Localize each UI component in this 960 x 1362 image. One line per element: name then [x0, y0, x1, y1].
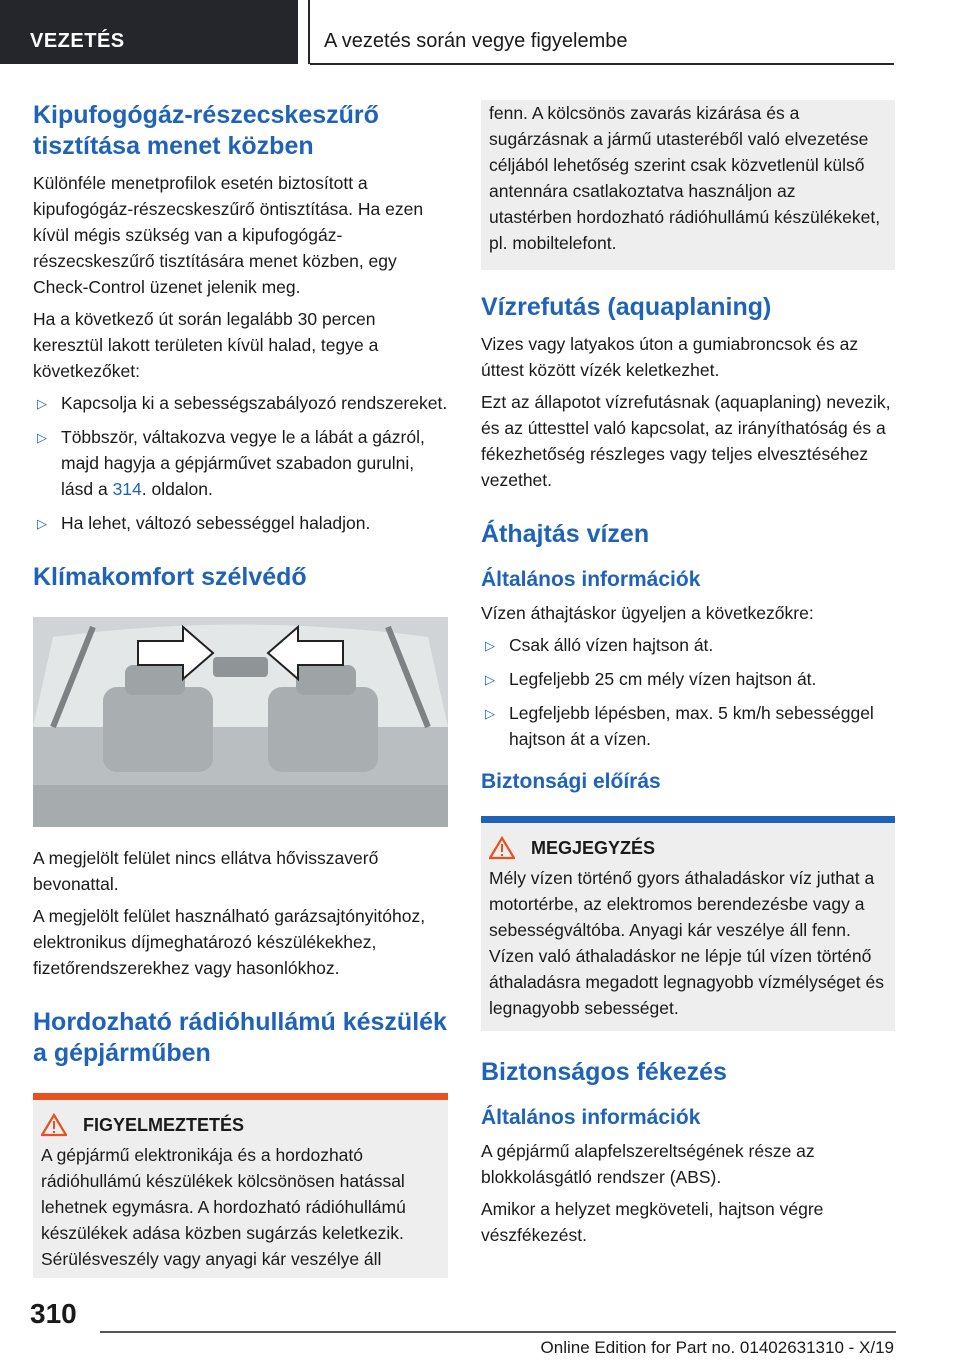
- list-item: ▷ Többször, váltakozva vegye le a lábát a gázról, majd hagyja a gépjárművet szabadon gurulni, lásd a 314. oldalon.: [37, 427, 425, 499]
- dpf-steps-list: [33, 390, 448, 536]
- heading-safe-braking: Biztonságos fékezés: [481, 1058, 727, 1086]
- page-link-314[interactable]: 314: [112, 479, 142, 499]
- right-column: [481, 100, 895, 1254]
- warning-triangle-icon: [41, 1113, 67, 1137]
- heading-safety-note: Biztonsági előírás: [481, 770, 661, 793]
- left-column: [33, 100, 448, 1278]
- note-text: Mély vízen történő gyors áthaladáskor víz juthat a motortérbe, az elektromos berendezésbe vagy a sebességváltóba. Anyagi kár veszélye áll fenn. Vízen való áthaladáskor ne lépje túl vízen történő áthaladásra megadott legnagyobb vízmélységet és legnagyobb sebességet.: [489, 868, 884, 1018]
- header-underline: [310, 63, 894, 65]
- list-item: ▷ Ha lehet, változó sebességgel haladjon.: [33, 510, 448, 536]
- paragraph-dpf-2: Ha a következő út során legalább 30 percen keresztül lakott területen kívül halad, tegye a következőket:: [33, 309, 379, 381]
- paragraph-climate-2: A megjelölt felület használható garázsajtónyitóhoz, elektronikus díjmeghatározó készülékekhez, fizetőrendszerekhez vagy hasonlókhoz.: [33, 906, 426, 978]
- edition-text: Online Edition for Part no. 01402631310 - X/19: [540, 1338, 894, 1357]
- triangle-bullet-icon: ▷: [485, 638, 495, 653]
- section-title: VEZETÉS: [0, 0, 298, 64]
- heading-climate-windscreen: Klímakomfort szélvédő: [33, 563, 307, 591]
- rear-window-illustration: [33, 617, 448, 827]
- paragraph-brake-2: Amikor a helyzet megköveteli, hajtson végre vészfékezést.: [481, 1199, 824, 1245]
- warning-box-continuation: [481, 100, 895, 270]
- paragraph-dpf-1: Különféle menetprofilok esetén biztosított a kipufogógáz-részecskeszűrő öntisztítása. Ha ezen kívül mégis szükség van a kipufogógáz-részecskeszűrő tisztítására menet közben, egy Check-Control üzenet jelenik meg.: [33, 173, 424, 297]
- warning-title: FIGYELMEZTETÉS: [41, 1112, 440, 1138]
- note-box: [481, 816, 895, 1031]
- header-divider: [308, 0, 310, 64]
- warning-box: [33, 1093, 448, 1278]
- triangle-bullet-icon: ▷: [37, 430, 47, 445]
- list-item: ▷ Kapcsolja ki a sebességszabályozó rendszereket.: [33, 390, 448, 416]
- warning-triangle-icon: [489, 836, 515, 860]
- rear-window-image: [33, 617, 448, 827]
- triangle-bullet-icon: ▷: [37, 516, 47, 531]
- triangle-bullet-icon: ▷: [485, 672, 495, 687]
- water-rules-list: [481, 632, 895, 752]
- list-item: ▷ Csak álló vízen hajtson át.: [481, 632, 895, 658]
- heading-general-info-water: Általános információk: [481, 568, 701, 591]
- heading-portable-radio: Hordozható rádióhullámú készülék a gépjárműben: [33, 1008, 447, 1067]
- paragraph-climate-1: A megjelölt felület nincs ellátva hővisszaverő bevonattal.: [33, 848, 379, 894]
- triangle-bullet-icon: ▷: [485, 706, 495, 721]
- triangle-bullet-icon: ▷: [37, 396, 47, 411]
- subsection-title: A vezetés során vegye figyelembe: [324, 30, 628, 52]
- heading-dpf-cleaning: Kipufogógáz-részecskeszűrő tisztítása menet közben: [33, 101, 379, 160]
- paragraph-aqua-1: Vizes vagy latyakos úton a gumiabroncsok és az úttest között vízék keletkezhet.: [481, 334, 859, 380]
- page-header: [0, 0, 960, 66]
- heading-aquaplaning: Vízrefutás (aquaplaning): [481, 293, 772, 321]
- heading-driving-through-water: Áthajtás vízen: [481, 520, 650, 548]
- footer-line: [100, 1331, 896, 1333]
- page-number: 310: [30, 1298, 77, 1329]
- warning-text: A gépjármű elektronikája és a hordozható rádióhullámú készülékek kölcsönösen hatással lehetnek egymásra. A hordozható rádióhullámú készülékek adása közben sugárzás keletkezik. Sérülésveszély vagy anyagi kár veszélye áll: [41, 1145, 406, 1269]
- heading-general-info-braking: Általános információk: [481, 1106, 701, 1129]
- paragraph-brake-1: A gépjármű alapfelszereltségének része az blokkolásgátló rendszer (ABS).: [481, 1141, 815, 1187]
- list-item: ▷ Legfeljebb lépésben, max. 5 km/h sebességgel hajtson át a vízen.: [485, 703, 874, 749]
- paragraph-aqua-2: Ezt az állapotot vízrefutásnak (aquaplaning) nevezik, és az úttesttel való kapcsolat, az irányíthatóság és a fékezhetőség részleges vagy teljes elvesztéséhez vezethet.: [481, 392, 891, 490]
- list-item: ▷ Legfeljebb 25 cm mély vízen hajtson át.: [481, 666, 895, 692]
- warning-text-continued: fenn. A kölcsönös zavarás kizárása és a sugárzásnak a jármű utasteréből való elvezetése céljából lehetőség szerint csak közvetlenül külső antennára csatlakoztatva használjon az utastérben hordozható rádióhullámú készülékeket, pl. mobiltelefont.: [489, 103, 881, 253]
- paragraph-water: Vízen áthajtáskor ügyeljen a következőkre:: [481, 603, 814, 623]
- note-title: MEGJEGYZÉS: [489, 835, 887, 861]
